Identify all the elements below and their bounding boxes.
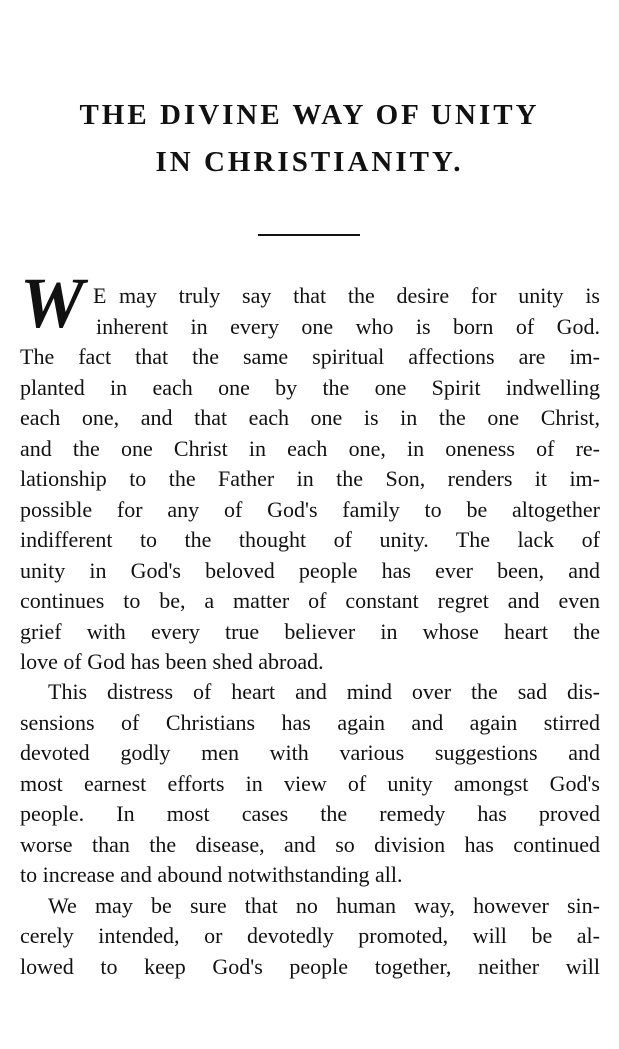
text-line-17: most earnest efforts in view of unity amongst God's: [20, 771, 600, 796]
text-line-12: grief with every true believer in whose heart the: [20, 619, 600, 644]
page-title-line-2: IN CHRISTIANITY.: [155, 146, 464, 178]
text-line-4: planted in each one by the one Spirit indwelling: [20, 375, 600, 400]
text-line-15: sensions of Christians has again and again stirred: [20, 710, 600, 735]
text-line-18: people. In most cases the remedy has proved: [20, 801, 600, 826]
text-line-21: We may be sure that no human way, however sin-: [48, 893, 600, 918]
dropcap-w: [20, 272, 96, 334]
text-line-7: lationship to the Father in the Son, renders it im-: [20, 466, 600, 491]
text-line-3: The fact that the same spiritual affections are im-: [20, 344, 600, 369]
text-line-13: love of God has been shed abroad.: [20, 649, 324, 674]
text-line-14: This distress of heart and mind over the sad dis-: [48, 679, 600, 704]
text-line-22: cerely intended, or devotedly promoted, will be al-: [20, 923, 600, 948]
page-title-line-1: THE DIVINE WAY OF UNITY: [79, 99, 540, 131]
text-line-11: continues to be, a matter of constant regret and even: [20, 588, 600, 613]
text-line-19: worse than the disease, and so division has continued: [20, 832, 600, 857]
text-line-1: may truly say that the desire for unity is: [119, 283, 600, 308]
text-line-8: possible for any of God's family to be altogether: [20, 497, 600, 522]
text-line-6: and the one Christ in each one, in oneness of re-: [20, 436, 600, 461]
text-line-5: each one, and that each one is in the one Christ,: [20, 405, 600, 430]
text-line-9: indifferent to the thought of unity. The lack of: [20, 527, 600, 552]
text-line-2: inherent in every one who is born of God.: [96, 314, 600, 339]
dropcap-letter: W: [20, 272, 85, 334]
title-divider: [258, 234, 360, 236]
text-line-10: unity in God's beloved people has ever been, and: [20, 558, 600, 583]
text-line-20: to increase and abound notwithstanding all.: [20, 862, 403, 887]
dropcap-rest: E: [93, 283, 107, 308]
text-line-16: devoted godly men with various suggestions and: [20, 740, 600, 765]
text-line-23: lowed to keep God's people together, neither will: [20, 954, 600, 979]
